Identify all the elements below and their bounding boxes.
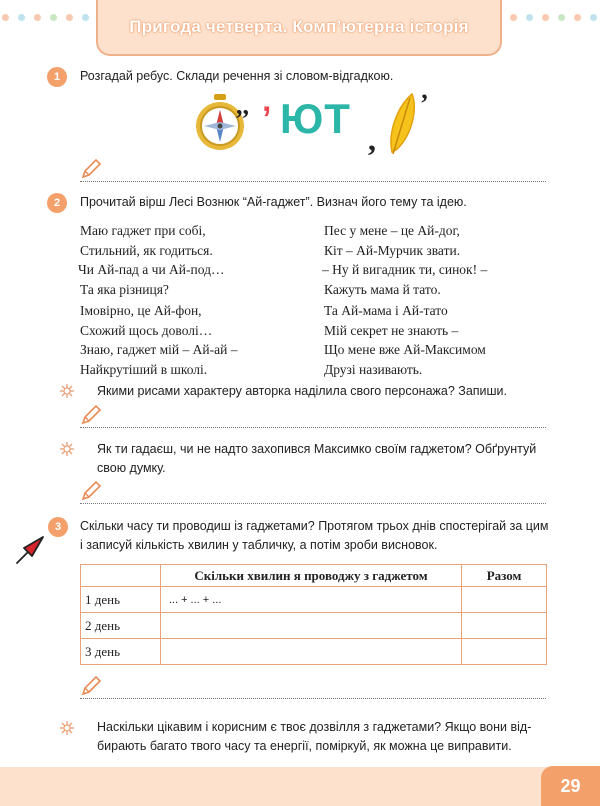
poem-line: Друзі називають. bbox=[324, 361, 423, 377]
poem-line: Кажуть мама й тато. bbox=[324, 281, 441, 297]
day-cell: 2 день bbox=[81, 613, 161, 639]
task-number-3: 3 bbox=[48, 517, 68, 537]
sun-bullet-icon bbox=[60, 442, 74, 456]
decorative-dots-right bbox=[510, 14, 600, 34]
sun-bullet-icon bbox=[60, 721, 74, 735]
answer-line[interactable] bbox=[80, 181, 546, 182]
red-arrow-icon bbox=[14, 532, 48, 566]
table-row bbox=[81, 613, 547, 639]
poem-stanza-2-right bbox=[324, 301, 486, 379]
question-2-text bbox=[97, 440, 536, 478]
page-footer bbox=[0, 767, 600, 806]
poem-line: Маю гаджет при собі, bbox=[80, 223, 206, 238]
question-2-line-1: Як ти гадаєш, чи не надто захопився Максимко своїм гаджетом? Обґрунтуй bbox=[97, 442, 537, 456]
poem-line: Та Ай-мама і Ай-тато bbox=[324, 303, 448, 318]
gadget-time-table bbox=[80, 564, 547, 665]
pencil-icon bbox=[80, 675, 102, 697]
poem-line: Імовірно, це Ай-фон, bbox=[80, 303, 202, 318]
poem-line: Найкрутіший в школі. bbox=[80, 361, 208, 377]
minutes-cell[interactable] bbox=[160, 639, 461, 665]
pencil-icon bbox=[80, 158, 102, 180]
total-cell[interactable] bbox=[462, 613, 547, 639]
table-header-cell: Разом bbox=[462, 565, 547, 587]
question-2-line-2: свою думку. bbox=[97, 461, 166, 475]
task-number-1: 1 bbox=[47, 67, 67, 87]
feather-icon bbox=[391, 94, 414, 154]
poem-line: Та яка різниця? bbox=[80, 281, 169, 297]
task-3-line-1: Скільки часу ти проводиш із гаджетами? Протягом трьох днів спостерігай за цим bbox=[80, 519, 549, 533]
poem-line: Стильний, як годиться. bbox=[80, 242, 213, 258]
pencil-icon bbox=[80, 404, 102, 426]
answer-line[interactable] bbox=[80, 503, 546, 504]
rebus-comma: , bbox=[368, 121, 376, 157]
poem-stanza-1-right bbox=[324, 221, 487, 299]
question-3-line-1: Наскільки цікавим і корисним є твоє дозвілля з гаджетами? Якщо вони від- bbox=[97, 720, 532, 734]
task-3-line-2: і записуй кількість хвилин у табличку, а потім зроби висновок. bbox=[80, 538, 438, 552]
answer-line[interactable] bbox=[80, 427, 546, 428]
pencil-icon bbox=[80, 480, 102, 502]
total-cell[interactable] bbox=[462, 639, 547, 665]
poem-line: Знаю, гаджет мій – Ай-ай – bbox=[80, 342, 238, 357]
day-cell: 1 день bbox=[81, 587, 161, 613]
chapter-title: Пригода четверта. Комп’ютерна історія bbox=[129, 17, 469, 36]
red-apostrophe: ’ bbox=[262, 100, 272, 138]
poem-line: Кіт – Ай-Мурчик звати. bbox=[324, 242, 461, 258]
table-header-row bbox=[81, 565, 547, 587]
task-2-text: Прочитай вірш Лесі Вознюк “Ай-гаджет”. Визнач його тему та ідею. bbox=[80, 195, 467, 209]
poem-line: Що мене вже Ай-Максимом bbox=[324, 342, 486, 357]
total-cell[interactable] bbox=[462, 587, 547, 613]
rebus-tail bbox=[368, 90, 440, 158]
rebus-apostrophe-right: ’ bbox=[420, 90, 429, 118]
chapter-banner bbox=[96, 0, 502, 56]
question-3-line-2: бирають багато твого часу та енергії, поміркуй, як можна це виправити. bbox=[97, 739, 512, 753]
poem-line: Схожий щось доволі… bbox=[80, 322, 213, 338]
table-row bbox=[81, 587, 547, 613]
comma-mark: ,, bbox=[236, 91, 249, 120]
poem-line: Мій секрет не знають – bbox=[324, 322, 459, 338]
poem-stanza-2-left bbox=[80, 301, 237, 379]
poem-line: – Ну й вигадник ти, синок! – bbox=[322, 262, 488, 277]
minutes-cell[interactable] bbox=[160, 613, 461, 639]
minutes-cell[interactable]: ... + ... + ... bbox=[160, 587, 461, 613]
task-number-2: 2 bbox=[47, 193, 67, 213]
decorative-dots-left bbox=[2, 14, 92, 34]
page-number: 29 bbox=[541, 766, 600, 806]
answer-line[interactable] bbox=[80, 698, 546, 699]
poem-stanza-1-left bbox=[80, 221, 224, 299]
rebus-word: ЮТ bbox=[280, 95, 352, 142]
poem-line: Пес у мене – це Ай-дог, bbox=[324, 223, 460, 238]
day-cell: 3 день bbox=[81, 639, 161, 665]
poem-line: Чи Ай-пад а чи Ай-под… bbox=[78, 262, 225, 277]
question-1-text: Якими рисами характеру авторка наділила свого персонажа? Запиши. bbox=[97, 384, 508, 398]
sun-bullet-icon bbox=[60, 384, 74, 398]
question-3-text bbox=[97, 718, 531, 756]
table-header-cell bbox=[81, 565, 161, 587]
task-3-text bbox=[80, 517, 549, 555]
task-1-text: Розгадай ребус. Склади речення зі словом-відгадкою. bbox=[80, 69, 394, 83]
table-header-cell: Скільки хвилин я проводжу з гаджетом bbox=[160, 565, 461, 587]
table-row bbox=[81, 639, 547, 665]
